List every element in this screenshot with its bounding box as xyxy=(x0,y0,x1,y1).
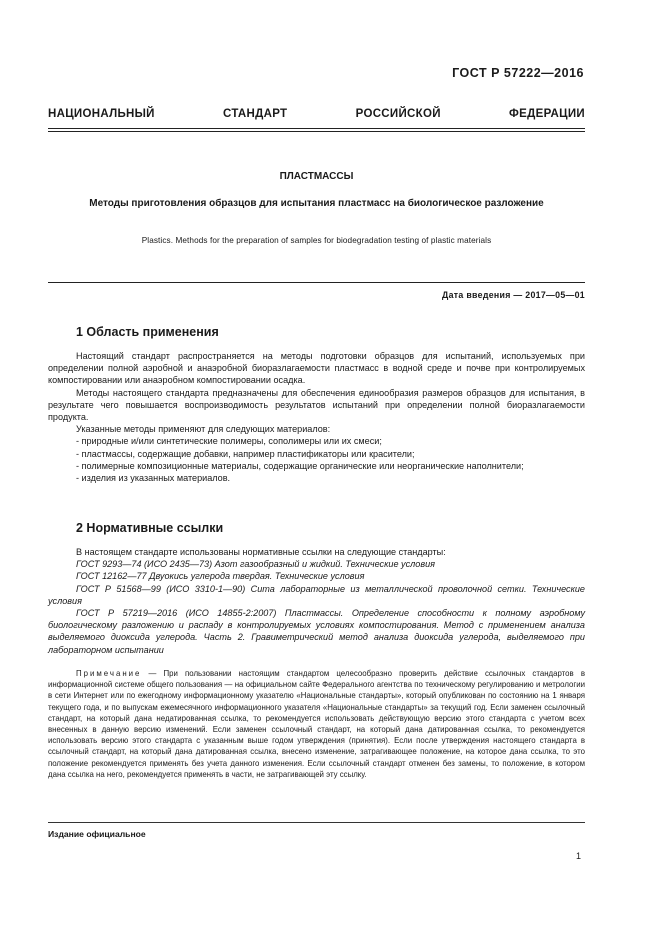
section-2-heading: 2 Нормативные ссылки xyxy=(76,521,224,535)
introduction-date: Дата введения — 2017—05—01 xyxy=(442,290,585,300)
document-subtitle: Методы приготовления образцов для испытания пластмасс на биологическое разложение xyxy=(89,198,544,209)
page-number: 1 xyxy=(575,851,581,861)
document-title: ПЛАСТМАССЫ xyxy=(279,171,354,182)
section-1-paragraph-2: Методы настоящего стандарта предназначены для обеспечения единообразия размеров образцов для испытания, в результате чего повышается воспроизводимость результатов испытаний при определении полной биоразлагаемости продукта. xyxy=(48,387,585,423)
list-item: - природные и/или синтетические полимеры, сополимеры или их смеси; xyxy=(76,436,382,447)
section-1-paragraph-3: Указанные методы применяют для следующих материалов: xyxy=(76,424,331,435)
note-block xyxy=(48,668,585,780)
list-item: - пластмассы, содержащие добавки, например пластификаторы или красители; xyxy=(76,448,415,459)
section-1-heading: 1 Область применения xyxy=(76,325,219,339)
section-1-paragraph-1: Настоящий стандарт распространяется на методы подготовки образцов для испытаний, используемых при определении полной аэробной и анаэробной биоразлагаемости пластмасс в водной среде и почве при контролируемых компостировании или анаэробном компостировании осадка. xyxy=(48,351,585,386)
list-item: - изделия из указанных материалов. xyxy=(76,473,231,484)
section-2-body xyxy=(48,546,585,656)
list-item: - полимерные композиционные материалы, содержащие органические или неорганические наполнители; xyxy=(76,460,524,471)
normative-reference: ГОСТ Р 57219—2016 (ИСО 14855-2:2007) Пластмассы. Определение способности к полному аэробному биологическому разложению и распаду в контролируемых условиях компостирования. Метод с применением анализа выделяемого диоксида углерода. Часть 2. Гравиметрический метод анализа диоксида углерода, выделяемого при лабораторном испытании xyxy=(48,608,585,655)
note-label: Примечание xyxy=(76,669,142,678)
section-1-body xyxy=(48,350,585,484)
note-text: — При пользовании настоящим стандартом целесообразно проверить действие ссылочных стандартов в информационной системе общего пользования — на официальном сайте Федерального агентства по техническому регулированию и метрологии в сети Интернет или по ежегодному информационному указателю «Национальные стандарты», который опубликован по состоянию на 1 января текущего года, и по выпускам ежемесячного информационного указателя «Национальные стандарты» за текущий год. Если заменен ссылочный стандарт, на который дана недатированная ссылка, то рекомендуется использовать действующую версию этого стандарта с учетом всех внесенных в данную версию изменений. Если заменен ссылочный стандарт, на который дана датированная ссылка, то рекомендуется использовать версию этого стандарта с указанным выше годом утверждения (принятия). Если после утверждения настоящего стандарта в ссылочный стандарт, на который дана датированная ссылка, внесено изменение, затрагивающее положение, на которое дана ссылка, то это положение рекомендуется применять без учета данного изменения. Если ссылочный стандарт отменен без замены, то положение, в котором дана ссылка на него, рекомендуется применять в части, не затрагивающей эту ссылку. xyxy=(48,669,585,779)
header-rule-bottom xyxy=(48,131,585,132)
intro-date-rule xyxy=(48,282,585,283)
footer-rule xyxy=(48,822,585,823)
official-edition-label: Издание официальное xyxy=(48,829,146,839)
document-code: ГОСТ Р 57222—2016 xyxy=(452,66,584,80)
note-paragraph xyxy=(48,668,585,780)
section-2-intro: В настоящем стандарте использованы нормативные ссылки на следующие стандарты: xyxy=(76,547,446,557)
normative-reference: ГОСТ 12162—77 Двуокись углерода твердая. Технические условия xyxy=(76,571,365,582)
national-standard-banner: НАЦИОНАЛЬНЫЙ СТАНДАРТ РОССИЙСКОЙ ФЕДЕРАЦИИ xyxy=(48,108,585,120)
normative-reference: ГОСТ 9293—74 (ИСО 2435—73) Азот газообразный и жидкий. Технические условия xyxy=(76,559,435,570)
normative-reference: ГОСТ Р 51568—99 (ИСО 3310-1—90) Сита лабораторные из металлической проволочной сетки. Технические условия xyxy=(48,583,585,606)
document-title-english: Plastics. Methods for the preparation of samples for biodegradation testing of plastic materials xyxy=(141,236,492,245)
header-rule-top xyxy=(48,128,585,129)
